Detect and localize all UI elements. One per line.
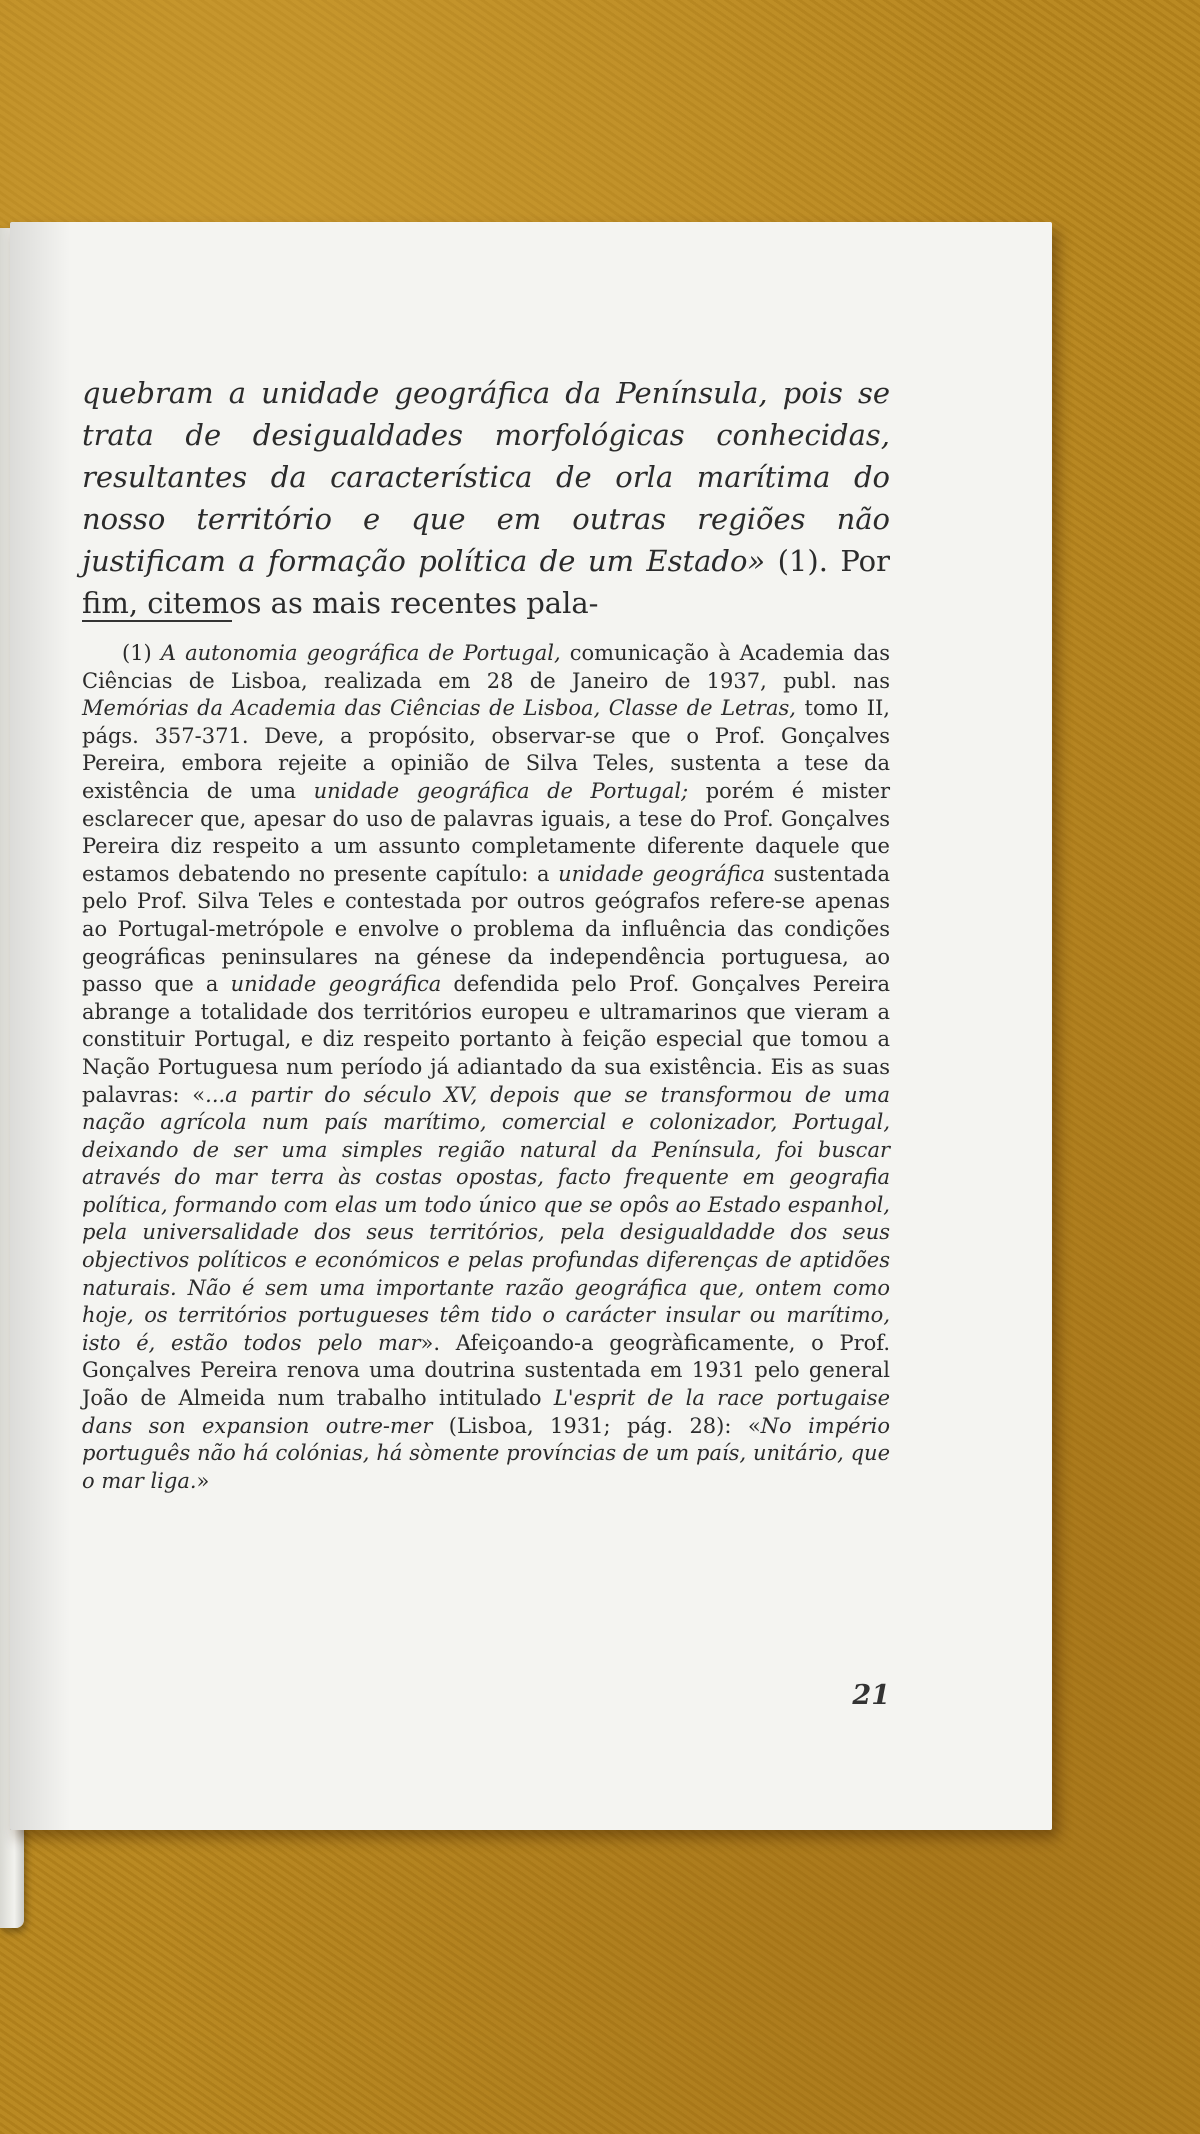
footnote-marker: (1) — [122, 641, 152, 665]
footnote-text: tomo II, págs. 357-371. Deve, a propósito, observar-se que o Prof. Gonçalves Pereira, embora rejeite a opinião de Silva Teles, sustenta a tese da existência de uma — [82, 696, 890, 803]
quoted-text: quebram a unidade geográfica da Península, pois se trata de desigualdades morfológicas conhecidas, resultantes da característica de orla marítima do nosso território e que em outras regiões não justificam a formação política de um Estado» — [82, 376, 890, 578]
footnote-text: » — [196, 1468, 210, 1493]
footnote-work-title: L'esprit de la race portugaise dans son expansion outre-mer — [82, 1386, 890, 1438]
footnote-reference: (1) — [777, 544, 819, 578]
main-paragraph — [82, 372, 890, 624]
main-text-tail: . Por fim, citemos as mais recentes pala- — [82, 544, 890, 620]
footnote — [82, 640, 890, 1495]
footnote-text: comunicação à Academia das Ciências de Lisboa, realizada em 28 de Janeiro de 1937, publ. nas — [82, 641, 890, 693]
footnote-emphasis: unidade geográfica — [230, 972, 442, 997]
footnote-journal: Memórias da Academia das Ciências de Lisboa, Classe de Letras, — [82, 696, 796, 721]
footnote-text: defendida pelo Prof. Gonçalves Pereira abrange a totalidade dos territórios europeu e ultramarinos que vieram a constituir Portugal, e diz respeito portanto à feição especial que tomou a Nação Portuguesa num período já adiantado da sua existência. Eis as suas palavras: « — [82, 972, 890, 1107]
footnote-title: A autonomia geográfica de Portugal, — [160, 641, 561, 665]
footnote-emphasis: unidade geográfica — [558, 861, 766, 886]
footnote-text: porém é mister esclarecer que, apesar do uso de palavras iguais, a tese do Prof. Gonçalves Pereira diz respeito a um assunto completamente diferente daquele que estamos debatendo no presente capítulo: a — [82, 778, 891, 886]
footnote-text: ». Afeiçoando-a geogràficamente, o Prof. Gonçalves Pereira renova uma doutrina sustentada em 1931 pelo general João de Almeida num trabalho intitulado — [82, 1330, 890, 1411]
book-page — [10, 222, 1052, 1830]
footnote-emphasis: unidade geográfica de Portugal; — [313, 778, 689, 803]
footnote-text: sustentada pelo Prof. Silva Teles e contestada por outros geógrafos refere-se apenas ao Portugal-metrópole e envolve o problema da influência das condições geográficas peninsulares na génese da independência portuguesa, ao passo que a — [82, 861, 890, 997]
page-number: 21 — [852, 1680, 890, 1711]
footnote-quotation: No império português não há colónias, há sòmente províncias de um país, unitário, que o mar liga. — [82, 1413, 890, 1493]
footnote-text: (Lisboa, 1931; pág. 28): « — [432, 1413, 761, 1438]
footnote-quotation: ...a partir do século XV, depois que se transformou de uma nação agrícola num país marítimo, comercial e colonizador, Portugal, deixando de ser uma simples região natural da Península, foi buscar através do mar terra às costas opostas, facto frequente em geografia política, formando com elas um todo único que se opôs ao Estado espanhol, pela universalidade dos seus territórios, pela desigualdadde dos seus objectivos políticos e económicos e pelas profundas diferenças de aptidões naturais. Não é sem uma importante razão geográfica que, ontem como hoje, os territórios portugueses têm tido o carácter insular ou marítimo, isto é, estão todos pelo mar — [82, 1082, 890, 1355]
footnote-divider — [82, 620, 232, 622]
